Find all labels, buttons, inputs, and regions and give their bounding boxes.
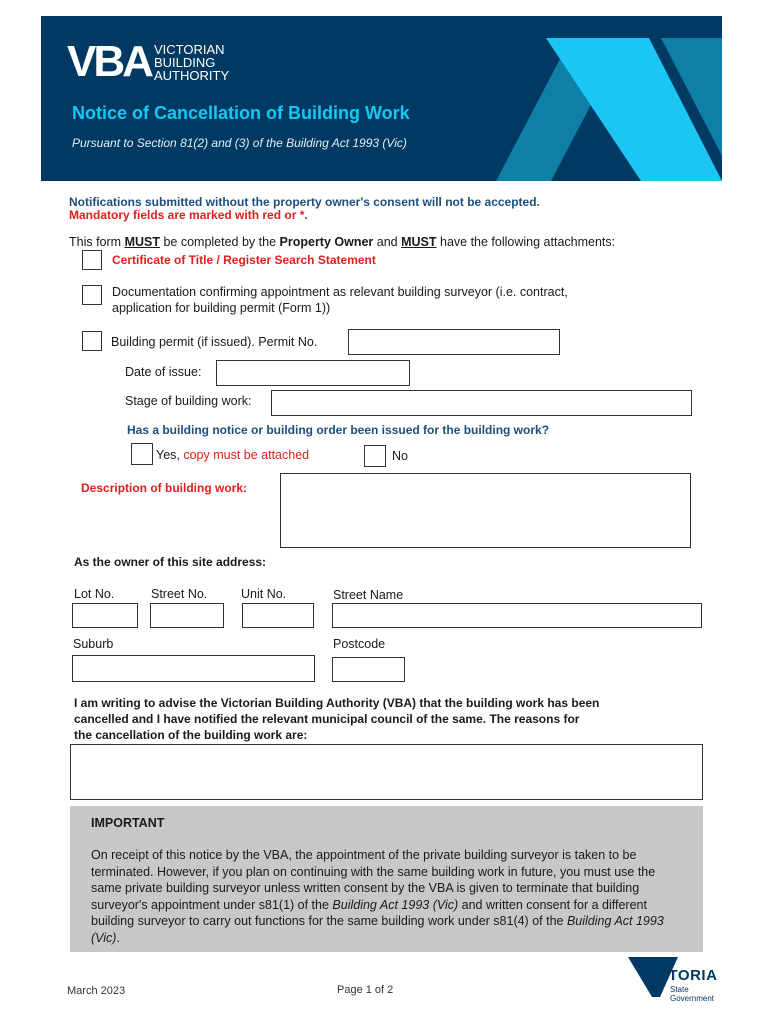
documentation-checkbox[interactable]: [82, 285, 102, 305]
date-issue-label: Date of issue:: [125, 365, 202, 379]
form-subtitle: Pursuant to Section 81(2) and (3) of the Building Act 1993 (Vic): [72, 136, 407, 150]
vba-logo-mark: VBA: [67, 37, 151, 86]
intro-part: be completed by the: [159, 235, 280, 249]
permit-label: Building permit (if issued). Permit No.: [111, 335, 318, 349]
intro-part: This form: [69, 235, 125, 249]
street-name-input[interactable]: [332, 603, 702, 628]
documentation-label-line2: application for building permit (Form 1)): [112, 301, 331, 315]
advise-paragraph: [74, 695, 599, 743]
logo-line-3: AUTHORITY: [154, 68, 230, 83]
description-textarea[interactable]: [280, 473, 691, 548]
important-body: [91, 847, 687, 946]
lot-label: Lot No.: [74, 587, 115, 601]
victoria-state-gov: [670, 985, 714, 1003]
certificate-checkbox[interactable]: [82, 250, 102, 270]
important-text: and written consent for a different building surveyor to carry out functions for the same building work under s81(4) of the: [91, 897, 647, 928]
footer-page: Page 1 of 2: [337, 984, 394, 996]
important-act-ref: Building Act 1993 (Vic): [332, 897, 459, 912]
consent-notice: Notifications submitted without the property owner's consent will not be accepted.: [69, 195, 540, 209]
advise-line: I am writing to advise the Victorian Building Authority (VBA) that the building work has been: [74, 696, 600, 710]
logo-line-2: BUILDING: [154, 55, 216, 70]
victoria-sub-line: State: [670, 985, 689, 994]
yes-text: Yes,: [156, 448, 184, 462]
stage-of-work-input[interactable]: [271, 390, 692, 416]
intro-text: [69, 235, 615, 249]
unit-label: Unit No.: [241, 587, 287, 601]
postcode-input[interactable]: [332, 657, 405, 682]
advise-line: the cancellation of the building work are:: [74, 728, 308, 742]
postcode-label: Postcode: [333, 637, 386, 651]
intro-part: and: [373, 235, 402, 249]
stage-label: Stage of building work:: [125, 394, 252, 408]
important-text: On receipt of this notice by the VBA, the appointment of the private building surveyor is taken to be terminated. However, if you plan on continuing with the same building work in future, you must use the same private building surveyor unless written consent by the VBA is given to terminate that building surveyor's appointment under s81(1) of the: [91, 848, 656, 912]
street-no-input[interactable]: [150, 603, 224, 628]
yes-checkbox[interactable]: [131, 443, 153, 465]
street-no-label: Street No.: [151, 587, 208, 601]
owner-heading: As the owner of this site address:: [74, 555, 267, 569]
header-banner: [41, 16, 722, 181]
victoria-sub-line: Government: [670, 994, 715, 1003]
footer-date: March 2023: [67, 985, 126, 997]
street-name-label: Street Name: [333, 588, 404, 602]
advise-line: cancelled and I have notified the relevant municipal council of the same. The reasons for: [74, 712, 580, 726]
mandatory-notice: Mandatory fields are marked with red or *.: [69, 208, 308, 222]
victoria-government-logo: [626, 955, 726, 1005]
reasons-textarea[interactable]: [70, 744, 703, 800]
intro-must: MUST: [401, 235, 437, 249]
no-label: No: [392, 449, 408, 463]
unit-input[interactable]: [242, 603, 314, 628]
lot-input[interactable]: [72, 603, 138, 628]
form-title: Notice of Cancellation of Building Work: [72, 103, 410, 123]
permit-number-input[interactable]: [348, 329, 560, 355]
yes-note: copy must be attached: [183, 448, 310, 462]
yes-label: [156, 448, 309, 462]
important-act-ref: Building Act 1993 (Vic): [91, 914, 664, 945]
intro-owner: Property Owner: [279, 235, 374, 249]
suburb-input[interactable]: [72, 655, 315, 682]
victoria-wordmark: VICTORIA: [642, 967, 718, 984]
date-of-issue-input[interactable]: [216, 360, 410, 386]
suburb-label: Suburb: [73, 637, 114, 651]
logo-line-1: VICTORIAN: [154, 42, 225, 57]
important-box: [70, 806, 703, 952]
description-label: Description of building work:: [81, 481, 247, 495]
intro-part: have the following attachments:: [436, 235, 616, 249]
important-title: IMPORTANT: [91, 816, 165, 830]
building-permit-checkbox[interactable]: [82, 331, 102, 351]
building-notice-question: Has a building notice or building order been issued for the building work?: [127, 423, 550, 437]
no-checkbox[interactable]: [364, 445, 386, 467]
intro-must: MUST: [124, 235, 160, 249]
certificate-label: Certificate of Title / Register Search Statement: [112, 253, 376, 267]
documentation-label-line1: Documentation confirming appointment as relevant building surveyor (i.e. contract,: [112, 285, 568, 299]
important-text: .: [116, 930, 120, 945]
